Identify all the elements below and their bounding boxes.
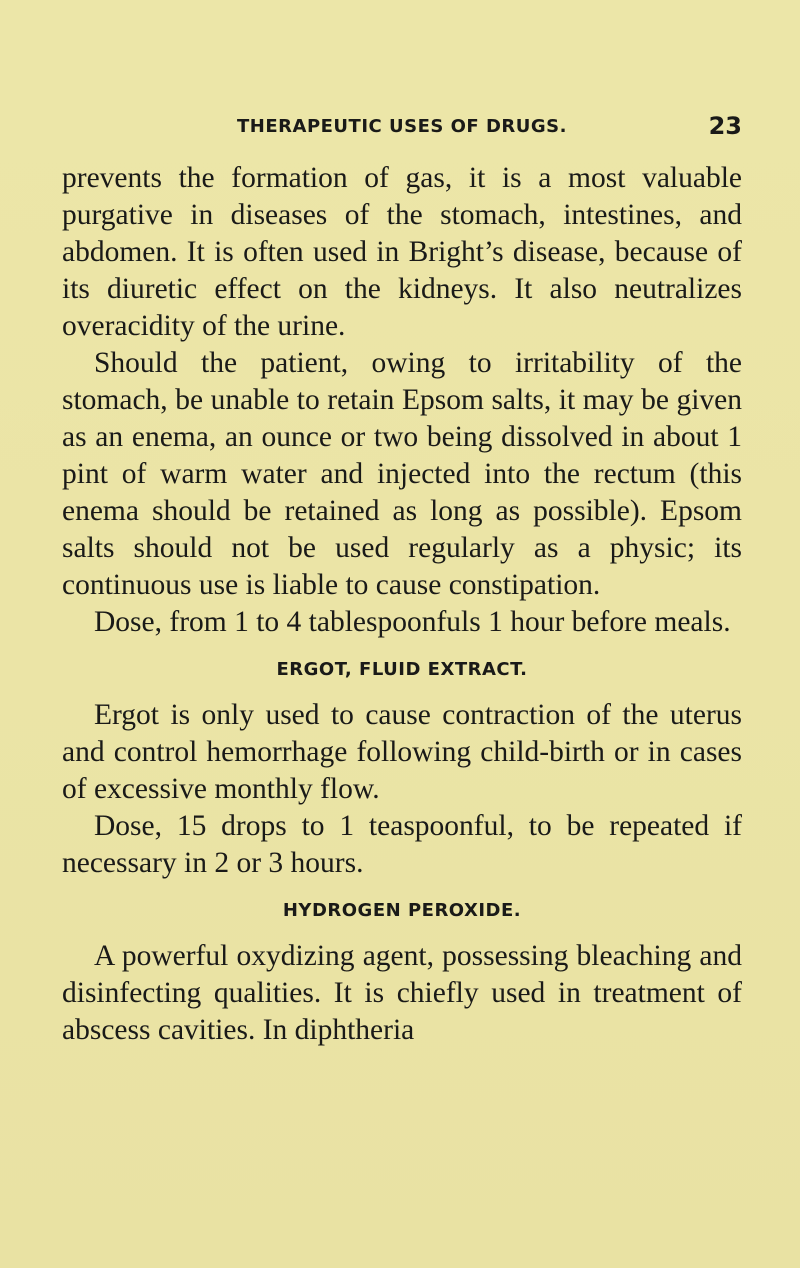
paragraph: Ergot is only used to cause contraction of the uterus and control hemorrhage following child-birth or in cases of excessive monthly flow. bbox=[62, 699, 742, 805]
page-number: 23 bbox=[708, 112, 742, 140]
paragraph: Dose, 15 drops to 1 teaspoonful, to be repeated if necessary in 2 or 3 hours. bbox=[62, 810, 742, 879]
page-header bbox=[62, 112, 742, 146]
running-head: THERAPEUTIC USES OF DRUGS. bbox=[237, 116, 567, 137]
paragraph: A powerful oxydizing agent, possessing bleaching and disinfecting qualities. It is chiefly used in treatment of abscess cavities. In diphtheria bbox=[62, 940, 742, 1046]
page-body bbox=[62, 160, 742, 1049]
paragraph: prevents the formation of gas, it is a most valuable purgative in diseases of the stomach, intestines, and abdomen. It is often used in Bright’s disease, because of its diuretic effect on the kidneys. It also neutralizes overacidity of the urine. bbox=[62, 162, 742, 342]
section-heading-hydrogen-peroxide: HYDROGEN PEROXIDE. bbox=[282, 900, 522, 921]
paragraph: Should the patient, owing to irritability of the stomach, be unable to retain Epsom salts, it may be given as an enema, an ounce or two being dissolved in about 1 pint of warm water and injected into the rectum (this enema should be retained as long as possible). Epsom salts should not be used regularly as a physic; its continuous use is liable to cause constipation. bbox=[62, 347, 742, 601]
paragraph: Dose, from 1 to 4 tablespoonfuls 1 hour before meals. bbox=[94, 606, 731, 638]
section-heading-ergot: ERGOT, FLUID EXTRACT. bbox=[276, 659, 528, 680]
